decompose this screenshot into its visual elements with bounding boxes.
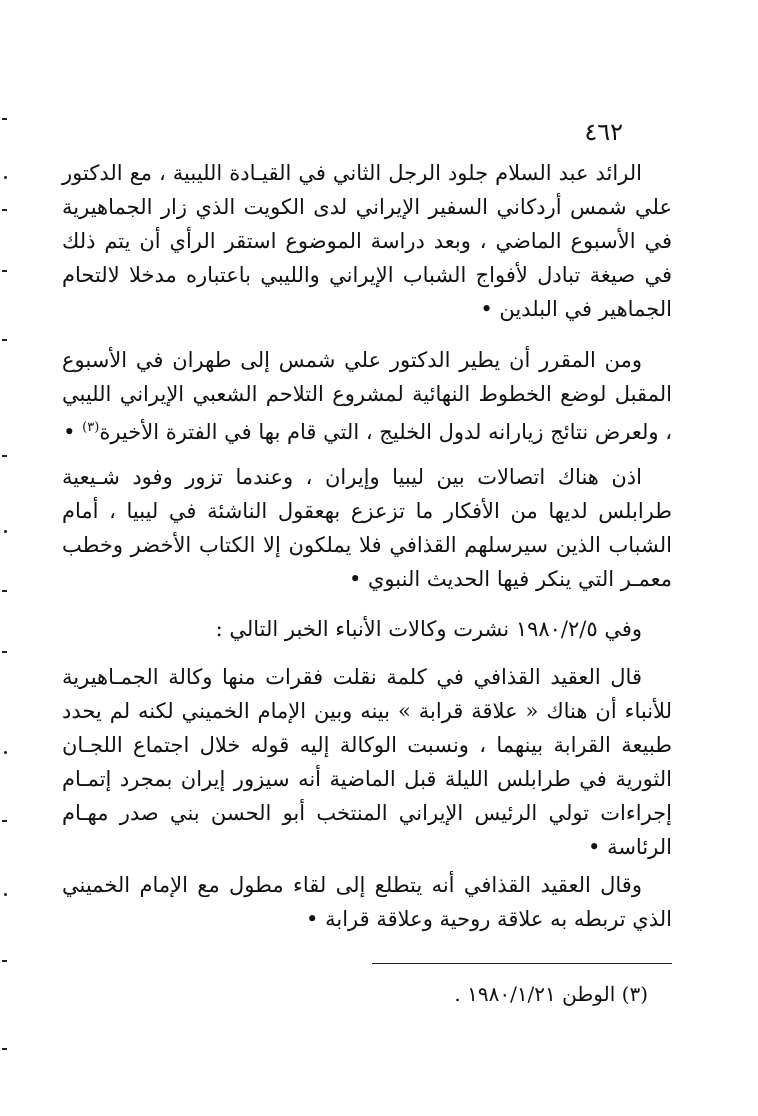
paragraph-text: اذن هناك اتصالات بين ليبيا وإيران ، وعندما تزور وفود شـيعية طرابلس لديها من الأفكار ما تزعزع بهعقول الناشئة في ليبيا ، أمام الشباب الذين سيرسلهم القذافي فلا يملكون إلا الكتاب الأخضر وخطب معمـر التي ينكر فيها الحديث النبوي • (62, 465, 672, 591)
scan-edge-mark (2, 590, 7, 592)
paragraph-text (62, 343, 672, 449)
scan-edge-mark (2, 270, 7, 272)
scan-edge-mark (2, 209, 7, 211)
paragraph-text: وقال العقيد القذافي أنه يتطلع إلى لقاء مطول مع الإمام الخميني الذي تربطه به علاقة روحية وعلاقة قرابة • (62, 873, 672, 931)
scan-edge-mark (4, 893, 7, 896)
scan-edge-mark (4, 751, 7, 754)
paragraph-6 (62, 868, 672, 936)
paragraph-2 (62, 343, 672, 449)
paragraph-1 (62, 156, 672, 326)
scan-edge-mark (2, 455, 7, 457)
paragraph-3 (62, 460, 672, 596)
paragraph-text: الرائد عبد السلام جلود الرجل الثاني في القيـادة الليبية ، مع الدكتور علي شمس أردكاني السفير الإيراني لدى الكويت الذي زار الجماهيرية في الأسبوع الماضي ، وبعد دراسة الموضوع استقر الرأي أن يتم ذلك في صيغة تبادل لأفواج الشباب الإيراني والليبي باعتباره مدخلا لالتحام الجماهير في البلدين • (62, 161, 672, 321)
scan-edge-mark (2, 960, 7, 962)
scan-edge-mark (4, 530, 7, 533)
footnote-reference: (٣) (82, 420, 100, 435)
paragraph-4 (62, 612, 672, 646)
paragraph-end-mark: • (63, 420, 76, 444)
page-number: ٤٦٢ (584, 118, 623, 146)
scan-edge-mark (2, 118, 7, 120)
scan-edge-mark (2, 339, 7, 341)
paragraph-5 (62, 660, 672, 864)
paragraph-text: وفي ١٩٨٠/٢/٥ نشرت وكالات الأنباء الخبر التالي : (215, 617, 642, 641)
footnote: (٣) الوطن ١٩٨٠/١/٢١ . (454, 982, 648, 1006)
footnote-divider (372, 963, 672, 964)
scan-edge-mark (4, 176, 7, 179)
scan-edge-mark (2, 651, 7, 653)
paragraph-text: قال العقيد القذافي في كلمة نقلت فقرات منها وكالة الجمـاهيرية للأنباء أن هناك « علاقة قرابة » بينه وبين الإمام الخميني لكنه لم يحدد طبيعة القرابة بينهما ، ونسبت الوكالة إليه قوله خلال اجتماع اللجـان الثورية في طرابلس الليلة قبل الماضية أنه سيزور إيران بمجرد إتمـام إجراءات تولي الرئيس الإيراني المنتخب أبو الحسن بني صدر مهـام الرئاسة • (62, 665, 672, 859)
scan-edge-mark (2, 820, 7, 822)
paragraph-body: ومن المقرر أن يطير الدكتور علي شمس إلى طهران في الأسبوع المقبل لوضع الخطوط النهائية لمشروع التلاحم الشعبي الإيراني الليبي ، ولعرض نتائج زيارانه لدول الخليج ، التي قام بها في الفترة الأخيرة (62, 348, 672, 444)
scan-edge-mark (2, 1048, 7, 1050)
